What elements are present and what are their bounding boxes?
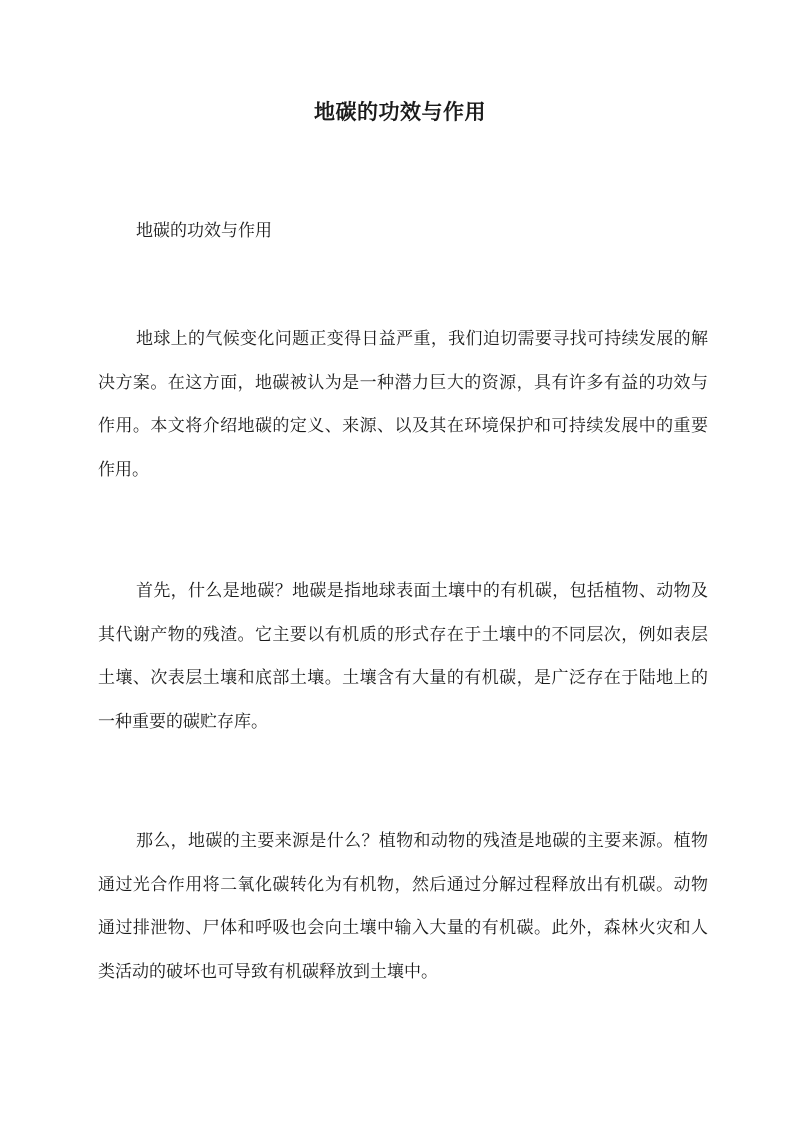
document-subtitle: 地碳的功效与作用: [136, 221, 272, 241]
paragraph-definition: 首先，什么是地碳？地碳是指地球表面土壤中的有机碳，包括植物、动物及其代谢产物的残渣。它主要以有机质的形式存在于土壤中的不同层次，例如表层土壤、次表层土壤和底部土壤。土壤含有大量的有机碳，是广泛存在于陆地上的一种重要的碳贮存库。: [98, 581, 708, 732]
paragraph-intro: 地球上的气候变化问题正变得日益严重，我们迫切需要寻找可持续发展的解决方案。在这方面，地碳被认为是一种潜力巨大的资源，具有许多有益的功效与作用。本文将介绍地碳的定义、来源、以及其在环境保护和可持续发展中的重要作用。: [98, 329, 708, 480]
paragraph-sources: 那么，地碳的主要来源是什么？植物和动物的残渣是地碳的主要来源。植物通过光合作用将二氧化碳转化为有机物，然后通过分解过程释放出有机碳。动物通过排泄物、尸体和呼吸也会向土壤中输入大量的有机碳。此外，森林火灾和人类活动的破坏也可导致有机碳释放到土壤中。: [98, 831, 708, 982]
document-title: 地碳的功效与作用: [314, 99, 486, 124]
